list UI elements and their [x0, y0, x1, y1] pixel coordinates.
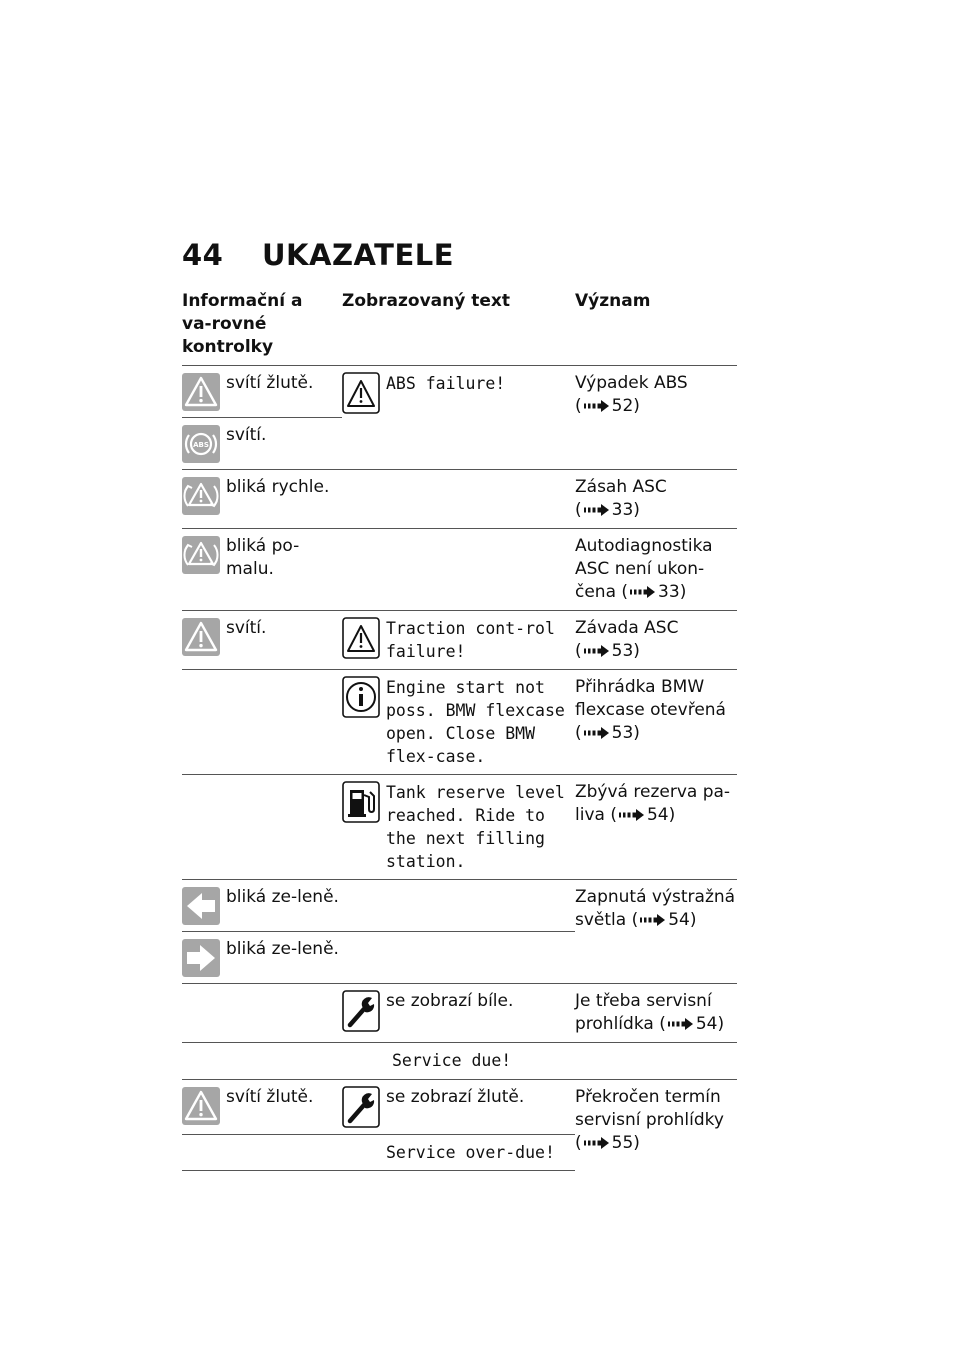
display-cell: [342, 611, 575, 670]
meaning-text: Závada ASC: [575, 618, 679, 638]
lamp-cell: [182, 1080, 342, 1135]
lamp-cell: [182, 670, 342, 775]
meaning-cell: Autodiagnostika ASC není ukon-čena ( 33): [575, 529, 737, 611]
display-text: se zobrazí žlutě.: [386, 1087, 525, 1107]
display-cell: [342, 984, 575, 1043]
table-row: [182, 775, 737, 880]
display-cell: [342, 670, 575, 775]
meaning-text: Zbývá rezerva pa-liva: [575, 782, 731, 825]
table-row: [182, 880, 737, 932]
header-meaning: Význam: [575, 291, 651, 311]
table-row: [182, 529, 737, 611]
page-reference-arrow-icon: [619, 809, 645, 821]
page-reference[interactable]: 54: [646, 805, 669, 825]
display-warning-icon: [342, 617, 380, 659]
page-reference[interactable]: 33: [611, 500, 634, 520]
display-cell: [342, 366, 575, 470]
table-row: [182, 470, 737, 529]
header-display-text: Zobrazovaný text: [342, 291, 511, 311]
wrench-icon: [342, 1086, 380, 1128]
meaning-cell: Výpadek ABS ( 52): [575, 366, 737, 470]
lamp-cell: [182, 418, 342, 470]
display-text: Engine start not poss. BMW flexcase open. Close BMW flex-case.: [386, 678, 575, 766]
table-header-row: [182, 290, 737, 366]
display-cell: [342, 1135, 575, 1171]
indicator-table: [182, 290, 737, 1171]
table-row: [182, 670, 737, 775]
display-cell: [342, 470, 575, 529]
page-reference-arrow-icon: [584, 645, 610, 657]
page-reference[interactable]: 54: [668, 910, 690, 930]
turn-right-icon: [182, 939, 220, 977]
lamp-status: bliká rychle.: [226, 477, 330, 497]
display-text: Service due!: [392, 1051, 512, 1070]
page-reference[interactable]: 54: [695, 1014, 718, 1034]
display-cell: [342, 775, 575, 880]
info-icon: [342, 676, 380, 718]
page-reference-arrow-icon: [640, 914, 666, 926]
meaning-text: Výpadek ABS: [575, 373, 688, 393]
display-text: Service over-due!: [386, 1143, 555, 1162]
wrench-icon: [342, 990, 380, 1032]
page-reference[interactable]: 53: [611, 723, 634, 743]
warning-triangle-icon: [182, 373, 220, 411]
display-text: Tank reserve level reached. Ride to the next filling station.: [386, 783, 575, 871]
meaning-text: Zapnutá výstražná světla: [575, 887, 736, 930]
meaning-text: Zásah ASC: [575, 477, 667, 497]
lamp-cell: [182, 932, 342, 984]
meaning-cell: Zapnutá výstražná světla ( 54): [575, 880, 737, 984]
lamp-status: svítí žlutě.: [226, 1087, 314, 1107]
page-reference-arrow-icon: [584, 504, 610, 516]
page-reference-arrow-icon: [584, 1137, 610, 1149]
lamp-cell: [182, 1135, 342, 1171]
page-reference-arrow-icon: [584, 727, 610, 739]
meaning-cell: Zásah ASC ( 33): [575, 470, 737, 529]
page-reference[interactable]: 33: [658, 582, 680, 602]
lamp-cell: [182, 366, 342, 418]
lamp-cell: [182, 880, 342, 932]
meaning-text: Překročen termín servisní prohlídky: [575, 1087, 724, 1130]
lamp-cell: [182, 470, 342, 529]
page-reference-arrow-icon: [630, 586, 656, 598]
display-cell: [342, 529, 575, 611]
lamp-cell: [182, 611, 342, 670]
meaning-text: Je třeba servisní prohlídka: [575, 991, 712, 1034]
lamp-status: svítí.: [226, 618, 267, 638]
display-cell: [342, 1080, 575, 1135]
lamp-cell: [182, 984, 342, 1043]
lamp-status: svítí.: [226, 425, 267, 445]
display-text: ABS failure!: [386, 374, 506, 393]
display-text: Traction cont-rol failure!: [386, 619, 565, 661]
abs-icon: [182, 425, 220, 463]
table-row: [182, 366, 737, 418]
table-row: [182, 984, 737, 1043]
meaning-cell: Zbývá rezerva pa-liva ( 54): [575, 775, 737, 880]
lamp-status: bliká ze-leně.: [226, 887, 339, 907]
lamp-status: bliká ze-leně.: [226, 939, 339, 959]
asc-icon: [182, 536, 220, 574]
page-reference[interactable]: 55: [611, 1133, 634, 1153]
asc-icon: [182, 477, 220, 515]
header-indicator-lamps: Informační a va-rovné kontrolky: [182, 291, 303, 357]
meaning-text: Autodiagnostika ASC není ukon-čena: [575, 536, 713, 602]
turn-left-icon: [182, 887, 220, 925]
page-title: UKAZATELE: [262, 238, 455, 272]
meaning-cell: Přihrádka BMW flexcase otevřená ( 53): [575, 670, 737, 775]
table-row: [182, 1043, 737, 1080]
table-row: [182, 1080, 737, 1135]
meaning-cell: Je třeba servisní prohlídka ( 54): [575, 984, 737, 1043]
page-header: [182, 238, 454, 272]
meaning-cell: [575, 1043, 737, 1080]
lamp-status: bliká po-malu.: [226, 536, 300, 579]
display-cell: [342, 1043, 575, 1080]
page-number: 44: [182, 238, 224, 272]
warning-triangle-icon: [182, 618, 220, 656]
meaning-text: Přihrádka BMW flexcase otevřená: [575, 677, 726, 720]
lamp-cell: [182, 529, 342, 611]
meaning-cell: Závada ASC ( 53): [575, 611, 737, 670]
display-warning-icon: [342, 372, 380, 414]
page-reference[interactable]: 53: [611, 641, 634, 661]
display-text: se zobrazí bíle.: [386, 991, 514, 1011]
warning-triangle-icon: [182, 1087, 220, 1125]
page-reference-arrow-icon: [584, 400, 610, 412]
fuel-pump-icon: [342, 781, 380, 823]
meaning-cell: Překročen termín servisní prohlídky ( 55): [575, 1080, 737, 1171]
display-cell: [342, 932, 575, 984]
page-reference[interactable]: 52: [611, 396, 634, 416]
page-reference-arrow-icon: [668, 1018, 694, 1030]
lamp-status: svítí žlutě.: [226, 373, 314, 393]
display-cell: [342, 880, 575, 932]
lamp-cell: [182, 775, 342, 880]
table-row: [182, 611, 737, 670]
lamp-cell: [182, 1043, 342, 1080]
